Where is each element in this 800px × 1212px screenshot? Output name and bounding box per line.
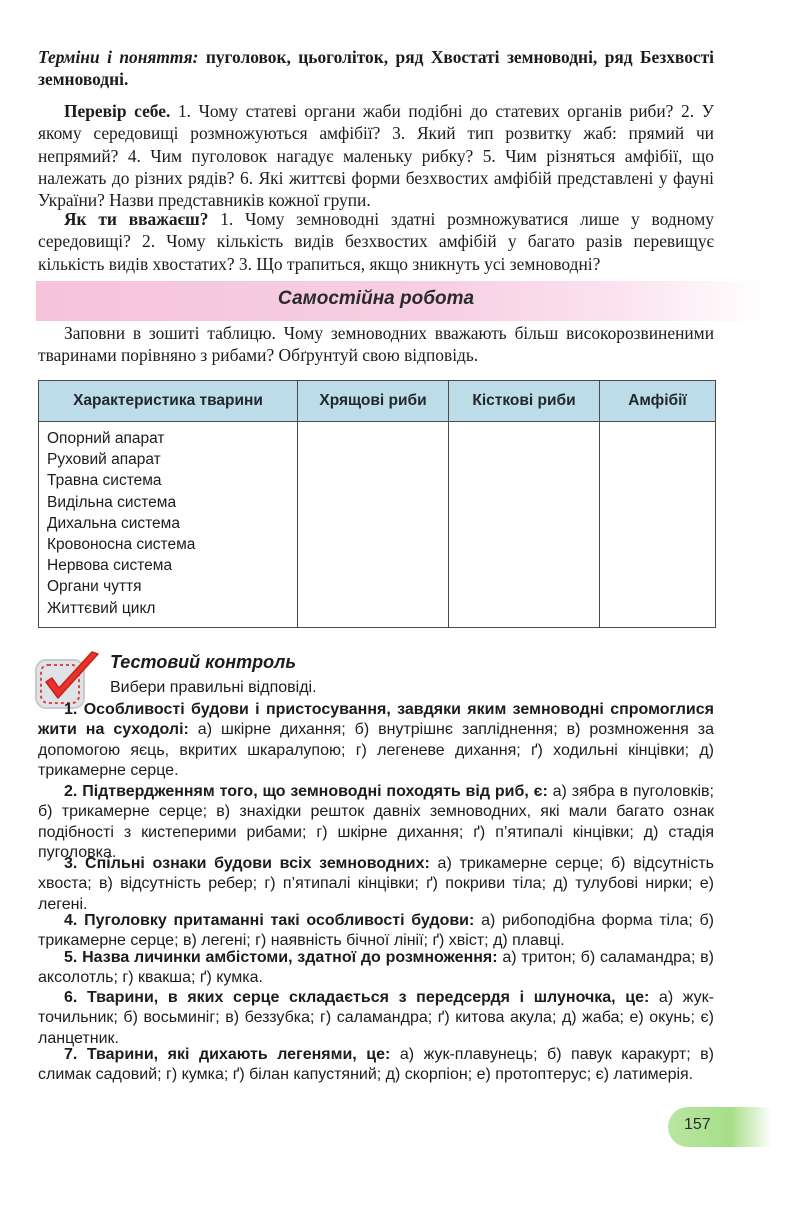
question-text: 1. Особливості будови і пристосування, завдяки яким земноводні спромоглися жити на суходолі:: [38, 701, 714, 739]
test-question: [38, 948, 714, 989]
characteristic-item: Травна система: [47, 472, 162, 490]
comparison-table: [38, 380, 716, 628]
check-yourself-paragraph: [38, 100, 714, 211]
empty-cell: [298, 422, 449, 628]
question-answers: а) трикамерне серце; б) відсутність хвоста; в) відсутність ребер; г) п’ятипалі кінцівки; ґ) покриви тіла; д) тулубові нирки; е) легені.: [38, 855, 714, 913]
question-answers: а) тритон; б) саламандра; в) аксолотль; г) квакша; ґ) кумка.: [38, 949, 715, 987]
table-header-cell: Характеристика тварини: [39, 381, 298, 422]
test-instruction: Вибери правильні відповіді.: [110, 679, 317, 696]
table-header-cell: Хрящові риби: [298, 381, 449, 422]
test-question: [38, 782, 714, 864]
table-header-row: [39, 381, 716, 422]
empty-cell: [449, 422, 600, 628]
what-do-you-think-paragraph: [38, 208, 714, 275]
terms-paragraph: [38, 46, 714, 91]
question-answers: а) рибоподібна форма тіла; б) трикамерне серце; в) легені; г) наявність бічної лінії; ґ) хвіст; д) плавці.: [38, 912, 715, 950]
characteristic-item: Опорний апарат: [47, 430, 165, 447]
question-text: 6. Тварини, в яких серце складається з передсердя і шлуночка, це:: [64, 989, 650, 1006]
page-number: 157: [684, 1116, 711, 1133]
table-row: [39, 422, 716, 628]
test-control-title: Тестовий контроль: [110, 652, 297, 672]
independent-work-task: Заповни в зошиті таблицю. Чому земноводних вважають більш високорозвиненими тваринами порівняно з рибами? Обґрунтуй свою відповідь.: [38, 323, 714, 366]
test-question: [38, 988, 714, 1049]
table-header-cell: Амфібії: [600, 381, 716, 422]
question-answers: а) зябра в пуголовків; б) трикамерне серце; в) знахідки решток давніх земноводних, які мали багато ознак подібності з кистеперими рибами; г) шкірне дихання; ґ) п’ятипалі кінцівки; д) стадія пуголовка.: [38, 783, 715, 862]
test-question: [38, 911, 714, 952]
question-answers: а) шкірне дихання; б) внутрішнє запліднення; в) розмноження за допомогою яєць, вкритих шкаралупою; г) легеневе дихання; ґ) ходильні кінцівки; д) трикамерне серце.: [38, 721, 715, 780]
terms-text: пуголовок, цьоголіток, ряд Хвостаті земноводні, ряд Безхвості земноводні.: [38, 47, 714, 90]
what-do-you-think-label: Як ти вважаєш?: [64, 209, 209, 229]
characteristic-item: Дихальна система: [47, 514, 180, 532]
question-answers: а) жук-точильник; б) восьминіг; в) беззубка; г) саламандра; ґ) китова акула; д) жаба; е) окунь; є) ланцетник.: [38, 989, 715, 1047]
characteristic-item: Видільна система: [47, 493, 177, 511]
table-header-cell: Кісткові риби: [449, 381, 600, 422]
question-text: 4. Пуголовку притаманні такі особливості будови:: [64, 912, 475, 929]
question-text: 5. Назва личинки амбістоми, здатної до розмноження:: [64, 949, 498, 966]
empty-cell: [600, 422, 716, 628]
question-answers: а) жук-плавунець; б) павук каракурт; в) слимак садовий; г) кумка; ґ) білан капустяний; д) скорпіон; е) протоптерус; є) латимерія.: [38, 1046, 715, 1084]
question-text: 3. Спільні ознаки будови всіх земноводних:: [64, 855, 430, 872]
check-yourself-text: 1. Чому статеві органи жаби подібні до статевих органів риби? 2. У якому середовищі розмножуються амфібії? 3. Який тип розвитку жаб: прямий чи непрямий? 4. Чим пуголовок нагадує маленьку рибку? 5. Чим різняться амфібії, що належать до різних рядів? 6. Які життєві форми безхвостих амфібій представлені у фауні України? Назви представників кожної групи.: [38, 101, 714, 211]
test-question: [38, 1045, 714, 1086]
what-do-you-think-text: 1. Чому земноводні здатні розмножуватися лише у водному середовищі? 2. Чому кількість видів безхвостих амфібій у багато разів перевищує кількість видів хвостатих? 3. Що трапиться, якщо зникнуть усі земноводні?: [38, 209, 714, 274]
characteristics-cell: [39, 422, 298, 628]
characteristic-item: Руховий апарат: [47, 451, 161, 469]
characteristic-item: Органи чуття: [47, 578, 142, 596]
test-question: [38, 700, 714, 782]
terms-label: Терміни і поняття:: [38, 47, 199, 67]
question-text: 2. Підтвердженням того, що земноводні походять від риб, є:: [64, 783, 548, 800]
independent-work-title: Самостійна робота: [277, 288, 475, 309]
characteristic-item: Життєвий цикл: [47, 599, 156, 617]
characteristic-item: Нервова система: [47, 557, 173, 575]
check-yourself-label: Перевір себе.: [64, 101, 171, 121]
characteristic-item: Кровоносна система: [47, 536, 196, 554]
question-text: 7. Тварини, які дихають легенями, це:: [64, 1046, 391, 1063]
test-question: [38, 854, 714, 915]
